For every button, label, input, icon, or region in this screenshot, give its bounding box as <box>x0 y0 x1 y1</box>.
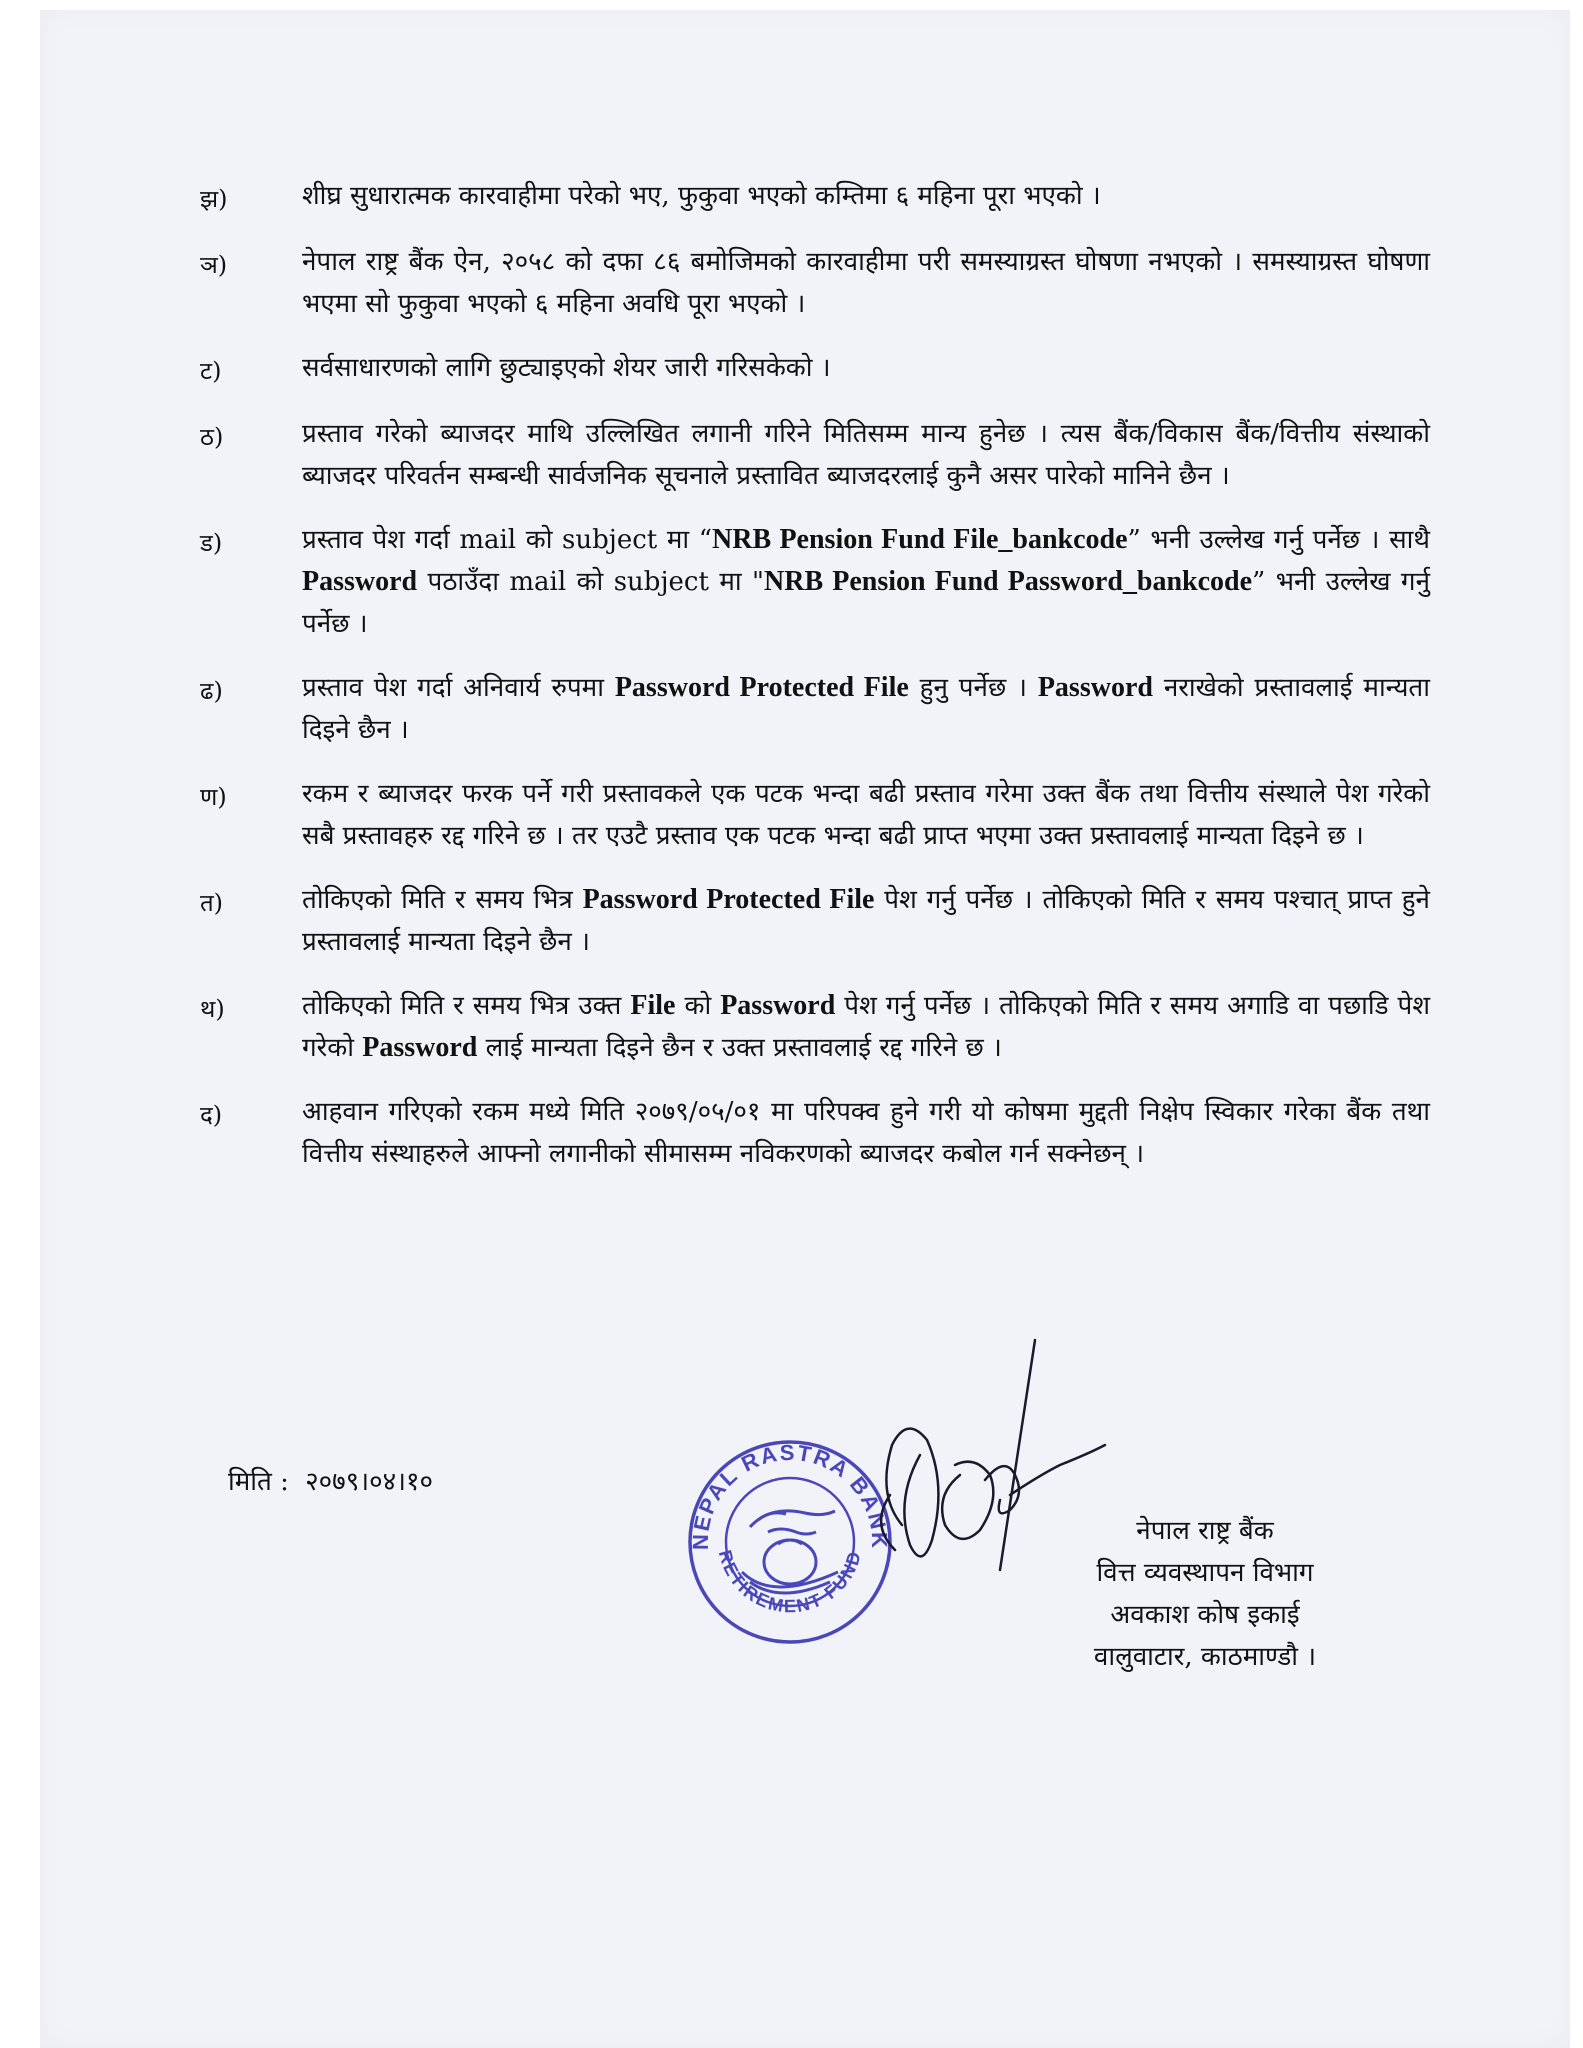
condition-text <box>302 1091 1430 1175</box>
address-line-location: वालुवाटार, काठमाण्डौ । <box>1093 1642 1317 1672</box>
text-run: नराखेको प्रस्तावलाई मान्यता दिइने छैन । <box>302 673 1430 745</box>
condition-item <box>200 1091 1430 1175</box>
text-run: सर्वसाधारणको लागि छुट्याइएको शेयर जारी गरिसकेको । <box>302 353 831 383</box>
address-line-bank: नेपाल राष्ट्र बैंक <box>1136 1516 1274 1546</box>
bold-term: Password <box>302 566 418 597</box>
condition-item <box>200 175 1430 219</box>
text-run: पेश गर्नु पर्नेछ । तोकिएको मिति र समय अगाडि वा पछाडि पेश गरेको <box>302 991 1431 1063</box>
bold-term: NRB Pension Fund Password_bankcode <box>764 566 1253 597</box>
condition-item <box>200 241 1430 325</box>
condition-text <box>302 241 1430 325</box>
condition-label: त) <box>200 889 224 917</box>
text-run: प्रस्ताव गरेको ब्याजदर माथि उल्लिखित लगानी गरिने मितिसम्म मान्य हुनेछ । त्यस बैंक/विकास बैंक/वित्तीय संस्थाको ब्याजदर परिवर्तन सम्बन्धी सार्वजनिक सूचनाले प्रस्तावित ब्याजदरलाई कुनै असर पारेको मानिने छैन । <box>302 419 1430 491</box>
condition-text <box>302 985 1430 1069</box>
condition-text <box>302 413 1430 497</box>
svg-text:RETIREMENT FUND <box>715 1548 866 1616</box>
condition-label: ण) <box>200 783 227 811</box>
condition-label: झ) <box>200 185 228 213</box>
bold-term: Password <box>1037 672 1153 703</box>
date-line <box>228 1462 433 1498</box>
text-run: नेपाल राष्ट्र बैंक ऐन, २०५८ को दफा ८६ बमोजिमको कारवाहीमा परी समस्याग्रस्त घोषणा नभएको । समस्याग्रस्त घोषणा भएमा सो फुकुवा भएको ६ महिना अवधि पूरा भएको । <box>302 247 1430 319</box>
condition-item <box>200 773 1430 857</box>
condition-text <box>302 773 1430 857</box>
text-run: लाई मान्यता दिइने छैन र उक्त प्रस्तावलाई रद्द गरिने छ । <box>477 1033 1002 1063</box>
bold-term: File <box>630 990 676 1021</box>
condition-label: थ) <box>200 995 225 1023</box>
text-run: प्रस्ताव पेश गर्दा अनिवार्य रुपमा <box>302 673 615 703</box>
address-line-unit: अवकाश कोष इकाई <box>1110 1600 1300 1630</box>
condition-item <box>200 985 1430 1069</box>
condition-text <box>302 347 1430 391</box>
text-run: हुनु पर्नेछ । <box>908 673 1038 703</box>
condition-label: ड) <box>200 529 223 557</box>
bold-term: NRB Pension Fund File_bankcode <box>712 524 1128 555</box>
condition-label: ट) <box>200 357 222 385</box>
issuer-address <box>1055 1510 1355 1678</box>
bold-term: Password <box>720 990 836 1021</box>
text-run: आहवान गरिएको रकम मध्ये मिति २०७९/०५/०१ मा परिपक्व हुने गरी यो कोषमा मुद्दती निक्षेप स्विकार गरेका बैंक तथा वित्तीय संस्थाहरुले आफ्नो लगानीको सीमासम्म नविकरणको ब्याजदर कबोल गर्न सक्नेछन् । <box>302 1097 1430 1169</box>
seal-bottom-text: RETIREMENT FUND <box>714 1547 866 1617</box>
text-run: प्रस्ताव पेश गर्दा mail को subject मा “ <box>302 525 712 555</box>
condition-text <box>302 519 1430 645</box>
text-run: पठाउँदा mail को subject मा " <box>417 567 764 597</box>
condition-item <box>200 879 1430 963</box>
text-run: तोकिएको मिति र समय भित्र <box>302 885 583 915</box>
conditions-list <box>200 175 1430 1197</box>
text-run: रकम र ब्याजदर फरक पर्ने गरी प्रस्तावकले एक पटक भन्दा बढी प्रस्ताव गरेमा उक्त बैंक तथा वित्तीय संस्थाले पेश गरेको सबै प्रस्तावहरु रद्द गरिने छ । तर एउटै प्रस्ताव एक पटक भन्दा बढी प्राप्त भएमा उक्त प्रस्तावलाई मान्यता दिइने छ । <box>302 779 1430 851</box>
text-run: ” भनी उल्लेख गर्नु पर्नेछ । <box>302 567 1430 639</box>
condition-text <box>302 879 1430 963</box>
condition-text <box>302 667 1430 751</box>
condition-item <box>200 667 1430 751</box>
address-line-department: वित्त व्यवस्थापन विभाग <box>1096 1558 1314 1588</box>
condition-item <box>200 413 1430 497</box>
condition-label: ठ) <box>200 423 224 451</box>
condition-label: ञ) <box>200 251 228 279</box>
condition-item <box>200 347 1430 391</box>
text-run: शीघ्र सुधारात्मक कारवाहीमा परेको भए, फुकुवा भएको कम्तिमा ६ महिना पूरा भएको । <box>302 181 1101 211</box>
text-run: ” भनी उल्लेख गर्नु पर्नेछ । साथै <box>1127 525 1430 555</box>
condition-item <box>200 519 1430 645</box>
text-run: पेश गर्नु पर्नेछ । तोकिएको मिति र समय पश्चात् प्राप्त हुने प्रस्तावलाई मान्यता दिइने छैन । <box>302 885 1430 957</box>
condition-label: ढ) <box>200 677 223 705</box>
bold-term: Password Protected File <box>582 884 875 915</box>
condition-label: द) <box>200 1101 223 1129</box>
text-run: को <box>675 991 721 1021</box>
bold-term: Password Protected File <box>614 672 909 703</box>
date-value: २०७९।०४।१० <box>305 1467 434 1497</box>
seal-top-text: NEPAL RASTRA BANK <box>687 1439 893 1551</box>
date-label: मिति : <box>228 1467 289 1497</box>
bold-term: Password <box>362 1032 478 1063</box>
text-run: तोकिएको मिति र समय भित्र उक्त <box>302 991 631 1021</box>
condition-text <box>302 175 1430 219</box>
